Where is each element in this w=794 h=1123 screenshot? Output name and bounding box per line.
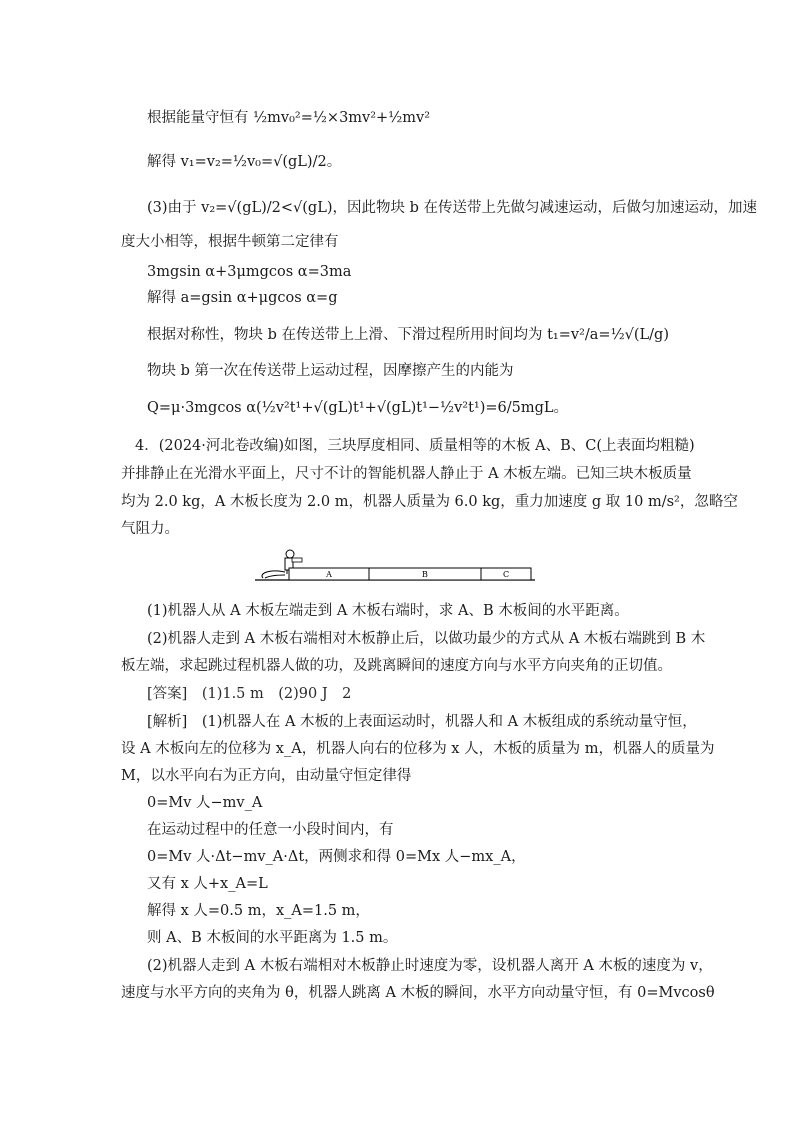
analysis-line-3: M，以水平向右为正方向，由动量守恒定律得 — [121, 768, 412, 784]
text-line-internal-energy: 物块 b 第一次在传送带上运动过程，因摩擦产生的内能为 — [147, 363, 514, 379]
question-2-line-2: 板左端，求起跳过程机器人做的功，及跳离瞬间的速度方向与水平方向夹角的正切值。 — [121, 658, 672, 674]
question-1: (1)机器人从 A 木板左端走到 A 木板右端时，求 A、B 木板间的水平距离。 — [147, 603, 629, 619]
board-c-label: C — [502, 570, 510, 579]
text-line-newton-eq: 3mgsin α+3μmgcos α=3ma — [147, 264, 352, 280]
text-line-part3-cont: 度大小相等，根据牛顿第二定律有 — [121, 234, 339, 250]
text-line-solve-v1-v2: 解得 v₁=v₂=½v₀=√(gL)/2。 — [147, 154, 342, 170]
analysis-line-11: 速度与水平方向的夹角为 θ，机器人跳离 A 木板的瞬间，水平方向动量守恒，有 0=Mvcosθ — [121, 985, 715, 1001]
problem-4-line-1: 4．(2024·河北卷改编)如图，三块厚度相同、质量相等的木板 A、B、C(上表面均粗糙) — [135, 438, 695, 454]
analysis-line-5: 在运动过程中的任意一小段时间内，有 — [147, 822, 394, 838]
analysis-line-6: 0=Mv 人·Δt−mv_A·Δt，两侧求和得 0=Mx 人−mx_A， — [147, 849, 526, 865]
analysis-line-2: 设 A 木板向左的位移为 x_A，机器人向右的位移为 x 人，木板的质量为 m，机器人的质量为 — [121, 741, 715, 757]
analysis-line-1: [解析] (1)机器人在 A 木板的上表面运动时，机器人和 A 木板组成的系统动量守恒， — [147, 714, 697, 730]
analysis-line-4: 0=Mv 人−mv_A — [147, 795, 263, 811]
analysis-line-9: 则 A、B 木板间的水平距离为 1.5 m。 — [147, 930, 398, 946]
analysis-line-10: (2)机器人走到 A 木板右端相对木板静止时速度为零，设机器人离开 A 木板的速度为 v， — [147, 958, 713, 974]
text-line-solve-a: 解得 a=gsin α+μgcos α=g — [147, 290, 338, 306]
text-line-q-formula: Q=μ·3mgcos α(½v²t¹+√(gL)t¹+√(gL)t¹−½v²t¹)=6/5mgL。 — [147, 400, 569, 416]
board-b-label: B — [422, 570, 428, 579]
text-line-part3-intro: (3)由于 v₂=√(gL)/2<√(gL)，因此物块 b 在传送带上先做匀减速运动，后做匀加速运动，加速 — [147, 200, 757, 216]
boards-robot-figure — [255, 544, 535, 584]
problem-4-line-3: 均为 2.0 kg，A 木板长度为 2.0 m，机器人质量为 6.0 kg，重力加速度 g 取 10 m/s²，忽略空 — [121, 494, 738, 510]
text-line-energy-conservation: 根据能量守恒有 ½mv₀²=½×3mv²+½mv² — [147, 110, 431, 126]
analysis-line-8: 解得 x 人=0.5 m，x_A=1.5 m， — [147, 903, 370, 919]
problem-4-line-2: 并排静止在光滑水平面上，尺寸不计的智能机器人静止于 A 木板左端。已知三块木板质量 — [121, 466, 692, 482]
answer-line: [答案] (1)1.5 m (2)90 J 2 — [147, 686, 352, 702]
text-line-symmetry-time: 根据对称性，物块 b 在传送带上上滑、下滑过程所用时间均为 t₁=v²/a=½√(L/g) — [147, 327, 669, 343]
board-a-label: A — [326, 570, 332, 579]
analysis-line-7: 又有 x 人+x_A=L — [147, 876, 268, 892]
problem-4-line-4: 气阻力。 — [121, 521, 179, 537]
question-2-line-1: (2)机器人走到 A 木板右端相对木板静止后，以做功最少的方式从 A 木板右端跳到 B 木 — [147, 631, 706, 647]
